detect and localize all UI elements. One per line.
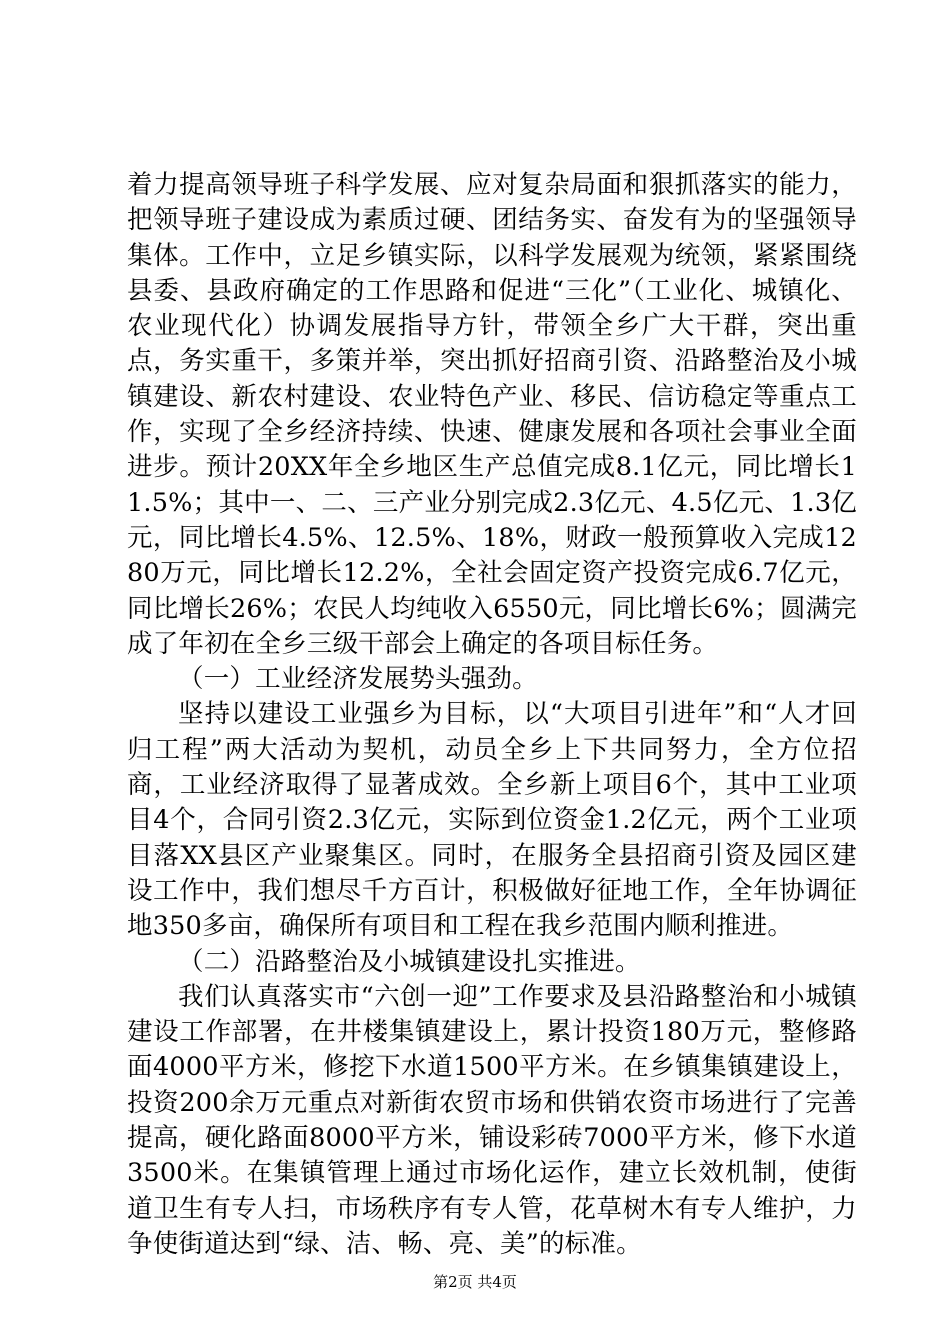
paragraph-leadership: 着力提高领导班子科学发展、应对复杂局面和狠抓落实的能力，把领导班子建设成为素质过硬、团结务实、奋发有为的坚强领导集体。工作中，立足乡镇实际，以科学发展观为统领，紧紧围绕县委、县政府确定的工作思路和促进“三化”（工业化、城镇化、农业现代化）协调发展指导方针，带领全乡广大干群，突出重点，务实重干，多策并举，突出抓好招商引资、沿路整治及小城镇建设、新农村建设、农业特色产业、移民、信访稳定等重点工作，实现了全乡经济持续、快速、健康发展和各项社会事业全面进步。预计20XX年全乡地区生产总值完成8.1亿元，同比增长11.5%；其中一、二、三产业分别完成2.3亿元、4.5亿元、1.3亿元，同比增长4.5%、12.5%、18%，财政一般预算收入完成1280万元，同比增长12.2%，全社会固定资产投资完成6.7亿元，同比增长26%；农民人均纯收入6550元，同比增长6%；圆满完成了年初在全乡三级干部会上确定的各项目标任务。 (127, 170, 857, 659)
paragraph-town-construction: 我们认真落实市“六创一迎”工作要求及县沿路整治和小城镇建设工作部署，在井楼集镇建设上，累计投资180万元，整修路面4000平方米，修挖下水道1500平方米。在乡镇集镇建设上，投资200余万元重点对新街农贸市场和供销农资市场进行了完善提高，硬化路面8000平方米，铺设彩砖7000平方米，修下水道3500米。在集镇管理上通过市场化运作，建立长效机制，使街道卫生有专人扫，市场秩序有专人管，花草树木有专人维护，力争使街道达到“绿、洁、畅、亮、美”的标准。 (127, 981, 857, 1259)
section-heading-industry: （一）工业经济发展势头强劲。 (178, 664, 538, 695)
paragraph-industry: 坚持以建设工业强乡为目标，以“大项目引进年”和“人才回归工程”两大活动为契机，动员全乡上下共同努力，全方位招商，工业经济取得了显著成效。全乡新上项目6个，其中工业项目4个，合同引资2.3亿元，实际到位资金1.2亿元，两个工业项目落XX县区产业聚集区。同时，在服务全县招商引资及园区建设工作中，我们想尽千方百计，积极做好征地工作，全年协调征地350多亩，确保所有项目和工程在我乡范围内顺利推进。 (127, 699, 857, 942)
document-body (127, 168, 857, 1262)
page-number-footer: 第2页 共4页 (433, 1273, 517, 1291)
section-heading-town-construction: （二）沿路整治及小城镇建设扎实推进。 (178, 946, 641, 977)
